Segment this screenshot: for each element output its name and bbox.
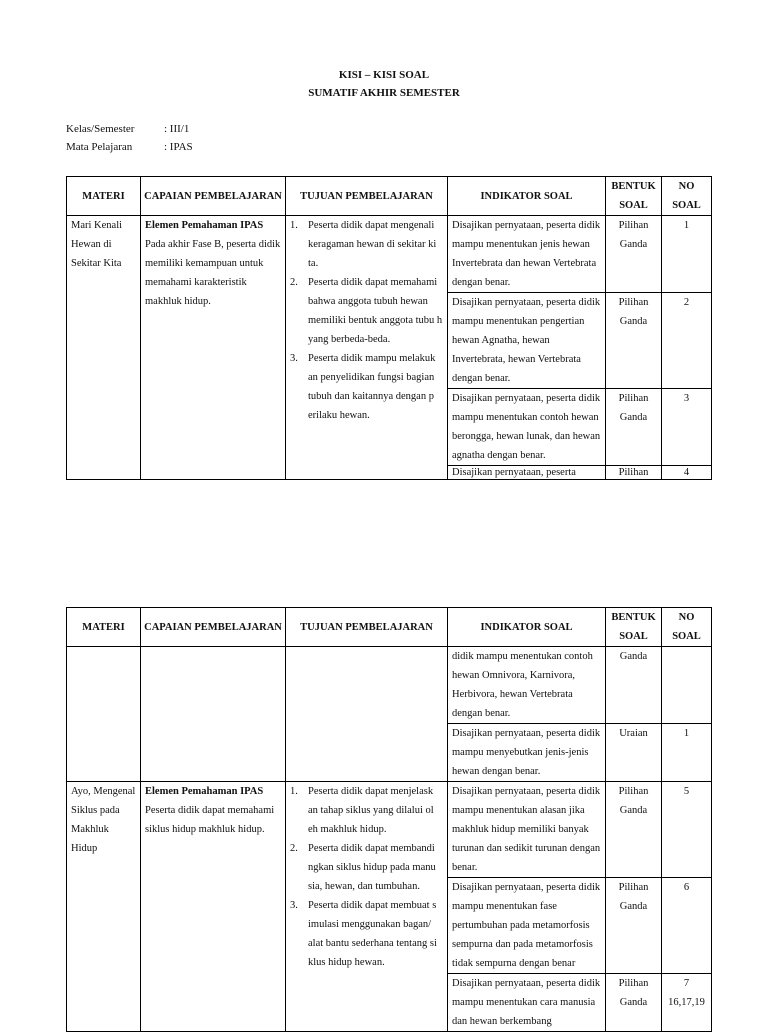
no-cell: 6 — [662, 878, 712, 974]
header-indikator: INDIKATOR SOAL — [448, 608, 606, 647]
no-cell: 5 — [662, 782, 712, 878]
mapel-value: : IPAS — [164, 141, 193, 153]
header-tujuan: TUJUAN PEMBELAJARAN — [286, 608, 448, 647]
title-line-1: KISI – KISI SOAL — [338, 69, 430, 81]
bentuk-cell: Uraian — [606, 724, 662, 782]
indikator-cell: Disajikan pernyataan, peserta didik mampu menentukan contoh hewan berongga, hewan lunak, dan hewan agnatha dengan benar. — [448, 389, 606, 466]
document-title — [0, 66, 768, 102]
capaian-text: Pada akhir Fase B, peserta didik memiliki kemampuan untuk memahami karakteristik makhluk hidup. — [145, 239, 281, 307]
materi-cell: Mari Kenali Hewan di Sekitar Kita — [67, 216, 141, 480]
bentuk-cell: Pilihan Ganda — [606, 974, 662, 1032]
table-row — [67, 647, 712, 724]
header-no: NO SOAL — [662, 608, 712, 647]
indikator-cell: Disajikan pernyataan, peserta didik mampu menentukan pengertian hewan Agnatha, hewan Invertebrata, hewan Vertebrata dengan benar. — [448, 293, 606, 389]
bentuk-cell: Pilihan — [606, 466, 662, 480]
header-tujuan: TUJUAN PEMBELAJARAN — [286, 177, 448, 216]
indikator-cell: Disajikan pernyataan, peserta didik mampu menyebutkan jenis-jenis hewan dengan benar. — [448, 724, 606, 782]
table-row — [67, 782, 712, 878]
bentuk-cell: Pilihan Ganda — [606, 878, 662, 974]
header-bentuk: BENTUK SOAL — [606, 608, 662, 647]
capaian-cell — [141, 782, 286, 1032]
materi-cell-empty — [67, 647, 141, 782]
tujuan-cell — [286, 782, 448, 1032]
capaian-cell-empty — [141, 647, 286, 782]
no-cell: 1 — [662, 216, 712, 293]
tujuan-list — [290, 782, 443, 972]
no-cell — [662, 647, 712, 724]
meta-mapel — [66, 138, 193, 156]
header-bentuk: BENTUK SOAL — [606, 177, 662, 216]
meta-kelas — [66, 120, 189, 138]
kisi-table-1 — [66, 176, 712, 480]
tujuan-item: 3. Peserta didik dapat membuat s imulasi menggunakan bagan/ alat bantu sederhana tentang si klus hidup hewan. — [290, 900, 437, 968]
tujuan-item: 2. Peserta didik dapat membandi ngkan siklus hidup pada manu sia, hewan, dan tumbuhan. — [290, 843, 436, 892]
table-header-row — [67, 608, 712, 647]
materi-cell: Ayo, Mengenal Siklus pada Makhluk Hidup — [67, 782, 141, 1032]
indikator-cell: Disajikan pernyataan, peserta didik mampu menentukan fase pertumbuhan pada metamorfosis sempurna dan pada metamorfosis tidak sempurna dengan benar — [448, 878, 606, 974]
indikator-cell: didik mampu menentukan contoh hewan Omnivora, Karnivora, Herbivora, hewan Vertebrata dengan benar. — [448, 647, 606, 724]
tujuan-cell — [286, 216, 448, 480]
kelas-value: : III/1 — [164, 123, 190, 135]
no-cell: 1 — [662, 724, 712, 782]
no-cell: 2 — [662, 293, 712, 389]
tujuan-item: 3. Peserta didik mampu melakuk an penyelidikan fungsi bagian tubuh dan kaitannya dengan p erilaku hewan. — [290, 353, 436, 421]
bentuk-cell: Pilihan Ganda — [606, 389, 662, 466]
header-capaian: CAPAIAN PEMBELAJARAN — [141, 608, 286, 647]
capaian-title: Elemen Pemahaman IPAS — [145, 786, 264, 797]
table-header-row — [67, 177, 712, 216]
no-cell: 4 — [662, 466, 712, 480]
capaian-text: Peserta didik dapat memahami siklus hidup makhluk hidup. — [145, 805, 275, 835]
no-cell: 7 16,17,19 — [662, 974, 712, 1032]
tujuan-cell-empty — [286, 647, 448, 782]
header-capaian: CAPAIAN PEMBELAJARAN — [141, 177, 286, 216]
header-no: NO SOAL — [662, 177, 712, 216]
tujuan-item: 1. Peserta didik dapat mengenali keragaman hewan di sekitar ki ta. — [290, 220, 437, 269]
tujuan-item: 2. Peserta didik dapat memahami bahwa anggota tubuh hewan memiliki bentuk anggota tubu h yang berbeda-beda. — [290, 277, 443, 345]
bentuk-cell: Pilihan Ganda — [606, 782, 662, 878]
tujuan-item: 1. Peserta didik dapat menjelask an tahap siklus yang dilalui ol eh makhluk hidup. — [290, 786, 434, 835]
indikator-cell: Disajikan pernyataan, peserta didik mampu menentukan alasan jika makhluk hidup memiliki banyak turunan dan sedikit turunan dengan benar. — [448, 782, 606, 878]
mapel-label: Mata Pelajaran — [66, 141, 133, 153]
indikator-cell: Disajikan pernyataan, peserta — [448, 466, 606, 480]
bentuk-cell: Pilihan Ganda — [606, 216, 662, 293]
table-row — [67, 216, 712, 293]
capaian-cell — [141, 216, 286, 480]
no-cell: 3 — [662, 389, 712, 466]
kelas-label: Kelas/Semester — [66, 123, 135, 135]
indikator-cell: Disajikan pernyataan, peserta didik mampu menentukan jenis hewan Invertebrata dan hewan Vertebrata dengan benar. — [448, 216, 606, 293]
bentuk-cell: Ganda — [606, 647, 662, 724]
tujuan-list — [290, 216, 443, 425]
header-materi: MATERI — [67, 608, 141, 647]
title-line-2: SUMATIF AKHIR SEMESTER — [308, 87, 460, 99]
header-materi: MATERI — [67, 177, 141, 216]
indikator-cell: Disajikan pernyataan, peserta didik mampu menentukan cara manusia dan hewan berkembang — [448, 974, 606, 1032]
bentuk-cell: Pilihan Ganda — [606, 293, 662, 389]
header-indikator: INDIKATOR SOAL — [448, 177, 606, 216]
capaian-title: Elemen Pemahaman IPAS — [145, 220, 264, 231]
kisi-table-2 — [66, 607, 712, 1032]
